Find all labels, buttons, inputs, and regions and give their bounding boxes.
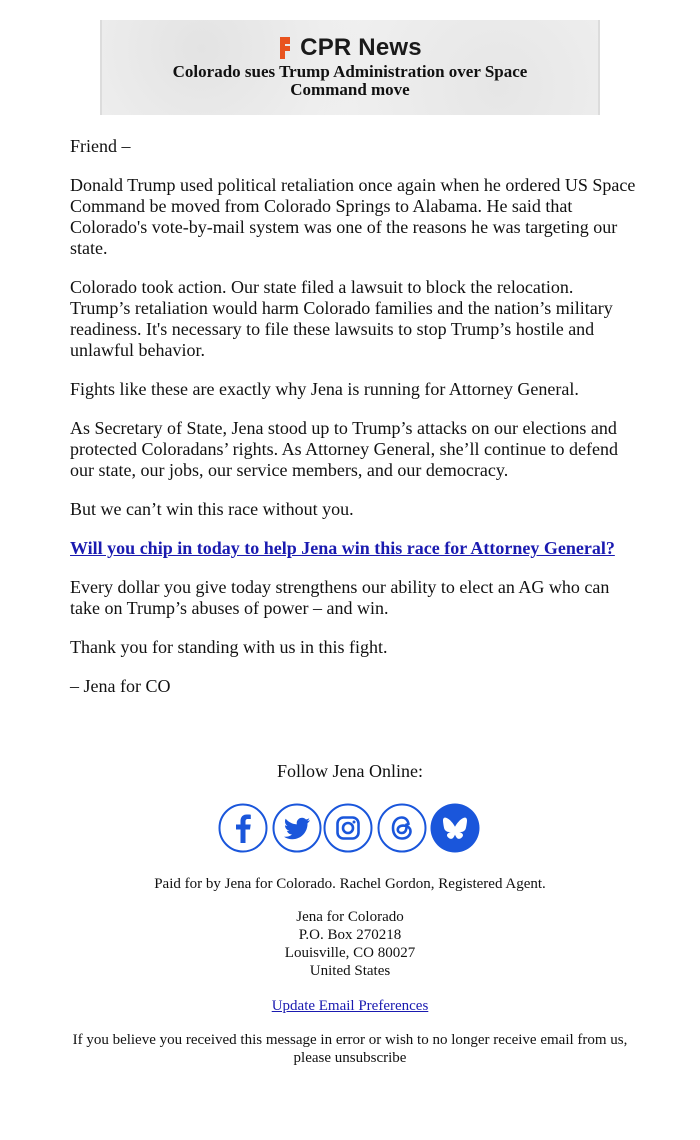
address-line: United States [309,963,391,979]
body-paragraph: Every dollar you give today strengthens our ability to elect an AG who can take on Trump’s abuses of power – and win. [70,577,610,618]
news-brand [102,34,598,62]
facebook-icon[interactable] [218,803,268,853]
news-brand-name: CPR News [300,34,422,61]
news-banner-image[interactable] [100,20,600,115]
email-body [70,136,636,715]
address-line: P.O. Box 270218 [298,927,402,943]
paid-for-disclaimer: Paid for by Jena for Colorado. Rachel Gordon, Registered Agent. [154,876,546,892]
update-preferences-link[interactable]: Update Email Preferences [271,998,429,1014]
social-icons-row [218,803,482,857]
body-paragraph: Thank you for standing with us in this fight. [70,637,388,657]
body-paragraph: As Secretary of State, Jena stood up to Trump’s attacks on our elections and protected Coloradans’ rights. As Attorney General, she’ll continue to defend our state, our jobs, our service members, and our democracy. [70,418,619,480]
twitter-icon[interactable] [272,803,322,853]
unsubscribe-notice[interactable]: If you believe you received this message in error or wish to no longer receive email from us, please unsubscribe [72,1032,628,1066]
instagram-icon[interactable] [323,803,373,853]
threads-icon[interactable] [377,803,427,853]
body-paragraph: Donald Trump used political retaliation once again when he ordered US Space Command be moved from Colorado Springs to Alabama. He said that Colorado's vote-by-mail system was one of the reasons he was targeting our state. [70,175,636,258]
bluesky-icon[interactable] [430,803,480,853]
cpr-logo-icon [278,37,292,59]
greeting: Friend – [70,136,131,156]
signature: – Jena for CO [70,676,171,696]
donate-cta-link[interactable]: Will you chip in today to help Jena win this race for Attorney General? [70,538,615,558]
follow-heading: Follow Jena Online: [277,761,423,781]
address-line: Jena for Colorado [296,909,404,925]
body-paragraph: Colorado took action. Our state filed a lawsuit to block the relocation. Trump’s retaliation would harm Colorado families and the nation’s military readiness. It's necessary to file these lawsuits to stop Trump’s hostile and unlawful behavior. [70,277,613,360]
mailing-address [70,908,630,980]
news-headline: Colorado sues Trump Administration over Space Command move [172,62,528,99]
body-paragraph: Fights like these are exactly why Jena is running for Attorney General. [70,379,579,399]
body-paragraph: But we can’t win this race without you. [70,499,354,519]
address-line: Louisville, CO 80027 [284,945,416,961]
